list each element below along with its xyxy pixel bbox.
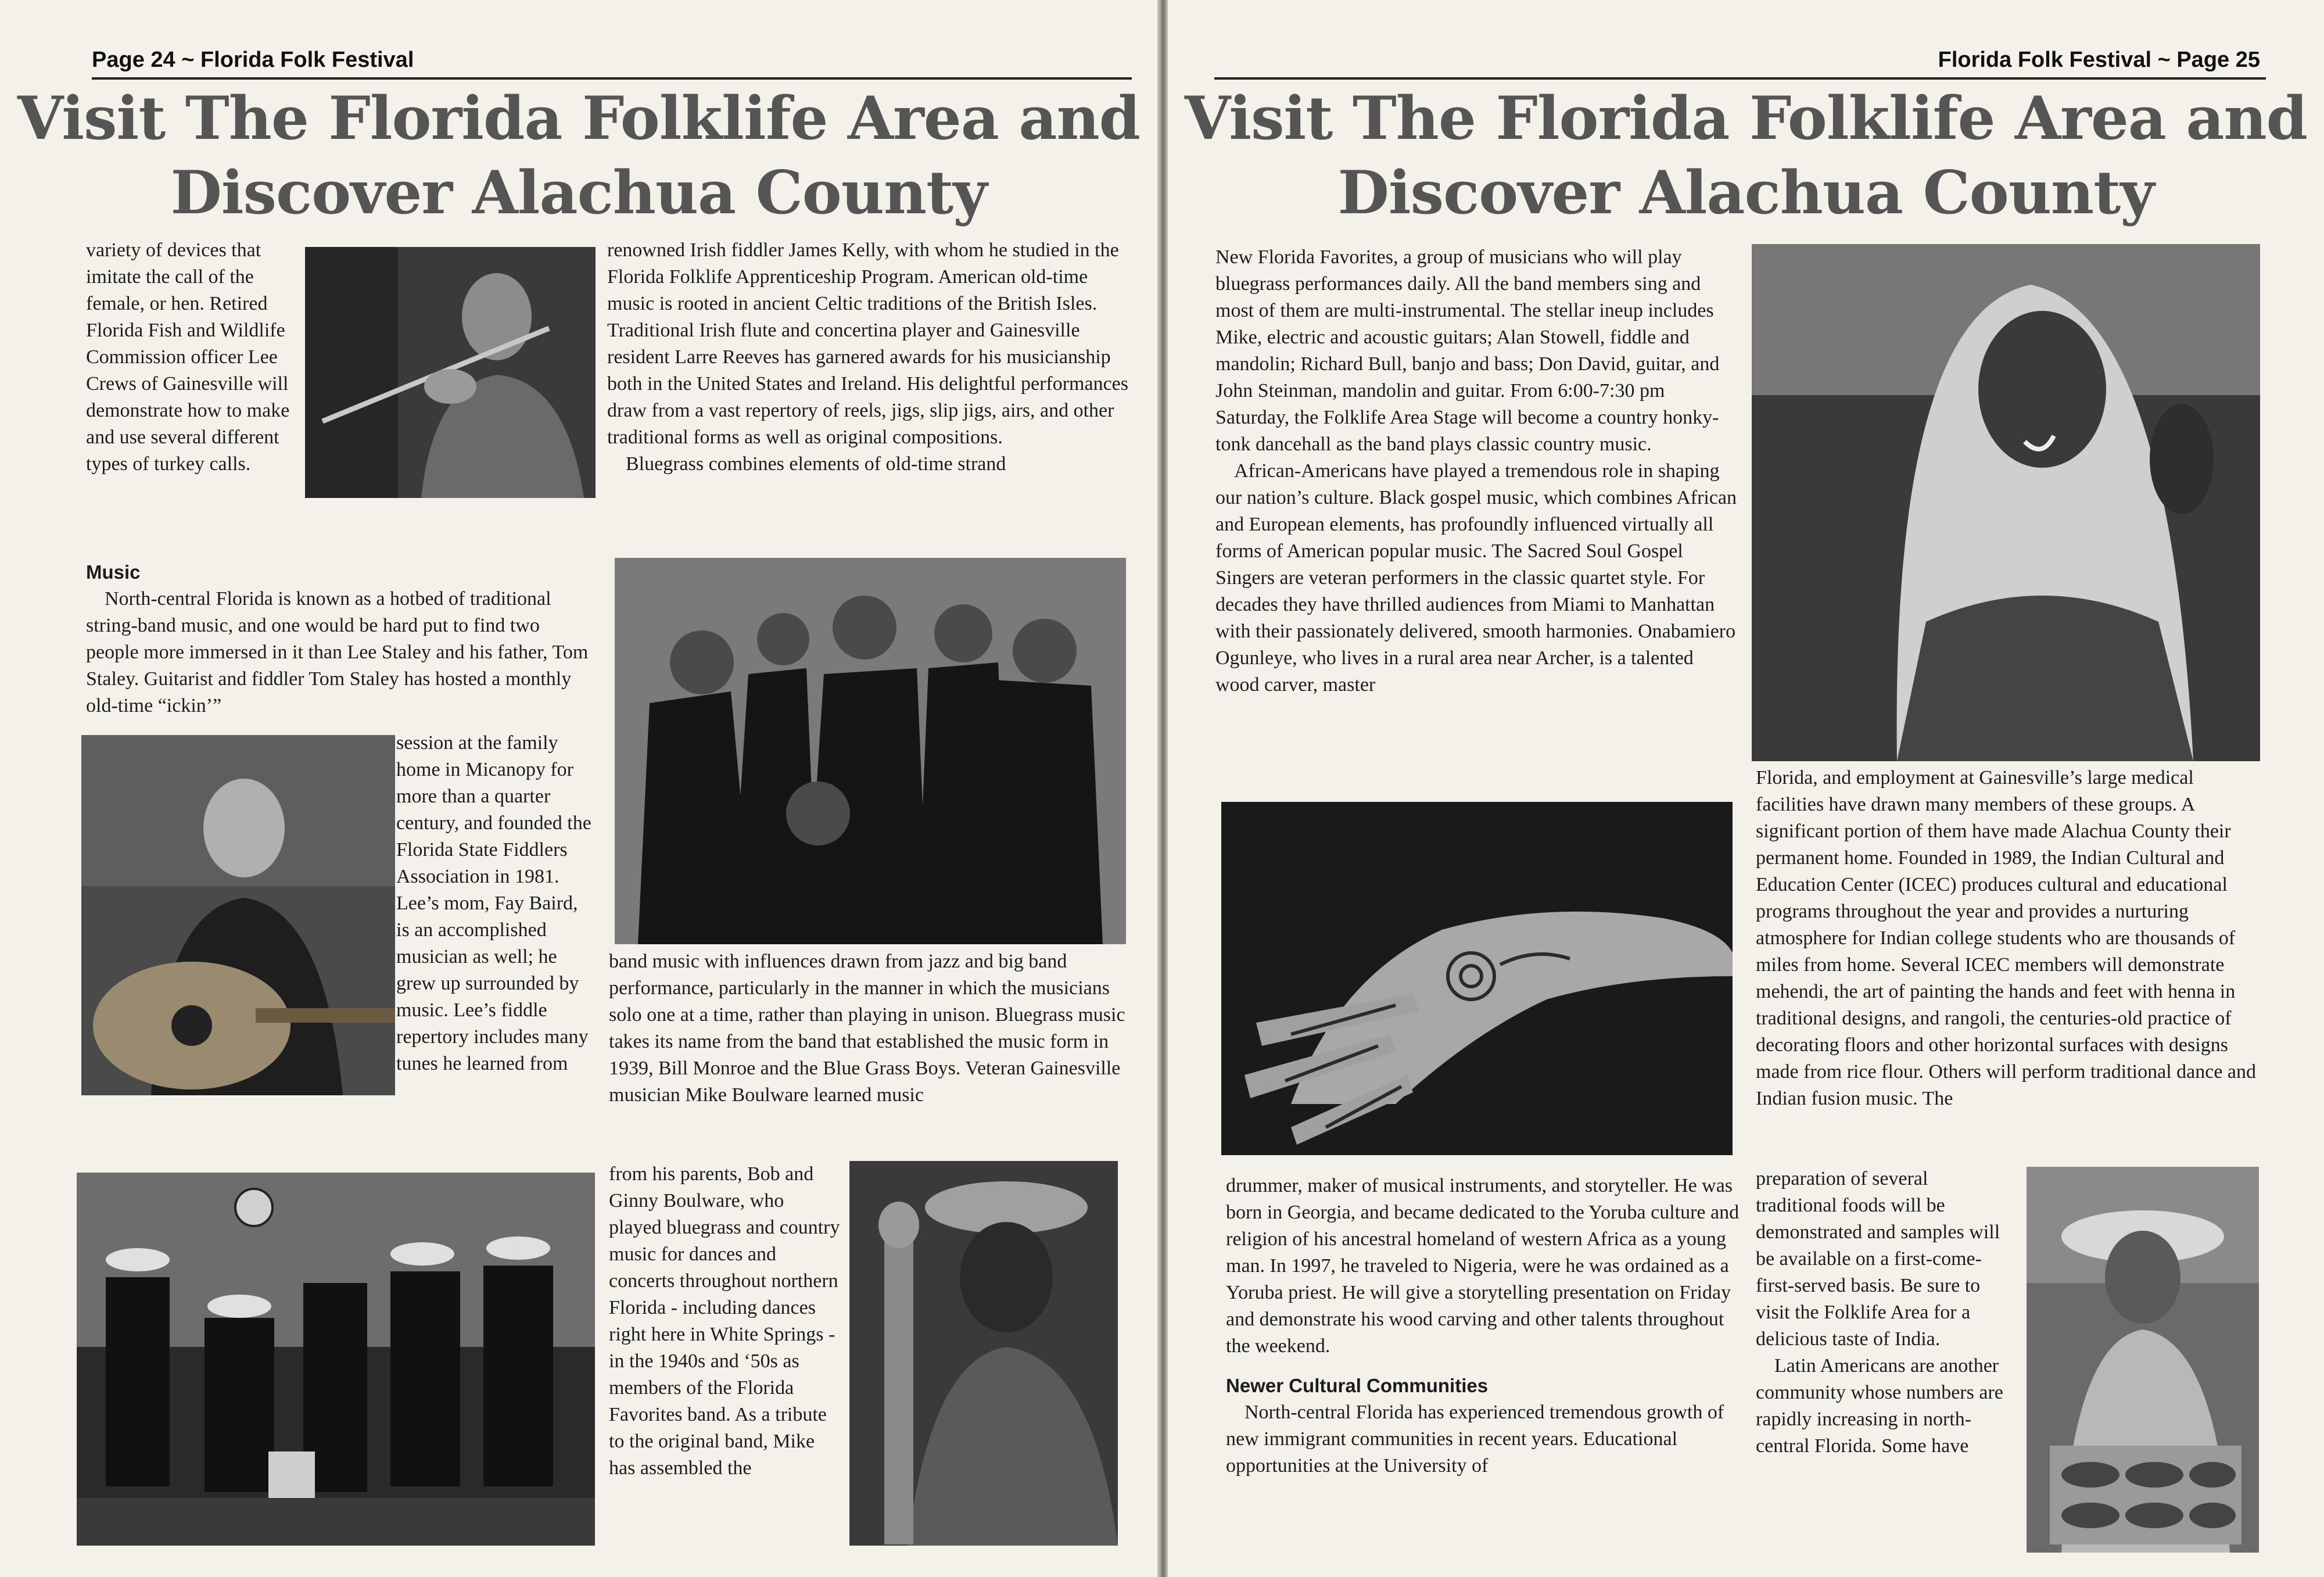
latin-americans-text: Latin Americans are another community whose numbers are rapidly increasing in north-central Florida. Some have bbox=[1756, 1355, 2003, 1457]
right-col1-top bbox=[1215, 244, 1738, 698]
food-vendor-photo bbox=[2027, 1167, 2259, 1553]
flute-player-photo bbox=[305, 247, 596, 498]
right-col2-wrap bbox=[1756, 1166, 2011, 1460]
staley-wrap-text: session at the family home in Micanopy for more than a quarter century, and founded the Florida State Fiddlers Association in 1981. Lee’s mom, Fay Baird, is an accomplished musician as well; he grew up surrounded by music. Lee’s fiddle repertory includes many tunes he learned from bbox=[396, 732, 591, 1074]
header-rule bbox=[1214, 77, 2266, 80]
left-page bbox=[0, 0, 1157, 1577]
bluegrass-text: band music with influences drawn from jazz and big band performance, particularly in the manner in which the musicians solo one at a time, rather than playing in unison. Bluegrass music takes its name from the band that established the music form in 1939, Bill Monroe and the Blue Grass Boys. Veteran Gainesville musician Mike Boulware learned music bbox=[609, 951, 1125, 1106]
left-headline bbox=[0, 81, 1157, 230]
right-col2-mid bbox=[1756, 765, 2264, 1112]
ogunleye-text: drummer, maker of musical instruments, and storyteller. He was born in Georgia, and became dedicated to the Yoruba culture and religion of his ancestral homeland of western Africa as a young man. In 1997, he traveled to Nigeria, were he was ordained as a Yoruba priest. He will give a storytelling presentation on Friday and demonstrate his wood carving and other talents throughout the weekend. bbox=[1226, 1175, 1740, 1357]
irish-music-text: renowned Irish fiddler James Kelly, with whom he studied in the Florida Folklife Apprenticeship Program. American old-time music is rooted in ancient Celtic traditions of the British Isles. Traditional Irish flute and concertina player and Gainesville resident Larre Reeves has garnered awards for his musicianship both in the United States and Ireland. His delightful performances draw from a vast repertory of reels, jigs, slip jigs, airs, and other traditional forms as well as original compositions. bbox=[607, 239, 1128, 448]
indian-dancer-photo bbox=[1752, 244, 2260, 761]
newer-communities-text: North-central Florida has experienced tremendous growth of new immigrant communities in recent years. Educational opportunities at the University of bbox=[1226, 1402, 1724, 1476]
african-americans-text: African-Americans have played a tremendous role in shaping our nation’s culture. Black gospel music, which combines African and European elements, has profoundly influenced virtually all forms of American popular music. The Sacred Soul Gospel Singers are veteran performers in the classic quartet style. For decades they have thrilled audiences from Miami to Manhattan with their passionately delivered, smooth harmonies. Onabamiero Ogunleye, who lives in a rural area near Archer, is a talented wood carver, master bbox=[1215, 460, 1737, 696]
left-col2-top bbox=[607, 237, 1130, 478]
right-page bbox=[1168, 0, 2324, 1577]
new-florida-favorites-text: New Florida Favorites, a group of musicians who will play bluegrass performances daily. All the band members sing and most of them are multi-instrumental. The stellar ineup includes Mike, electric and acoustic guitars; Alan Stowell, fiddle and mandolin; Richard Bull, banjo and bass; Don David, guitar, and John Steinman, mandolin and guitar. From 6:00-7:30 pm Saturday, the Folklife Area Stage will become a country honky-tonk dancehall as the band plays classic country music. bbox=[1215, 246, 1720, 455]
music-paragraph: North-central Florida is known as a hotbed of traditional string-band music, and one would be hard put to find two people more immersed in it than Lee Staley and his father, Tom Staley. Guitarist and fiddler Tom Staley has hosted a monthly old-time “ickin’” bbox=[86, 588, 589, 716]
headline-line-1: Visit The Florida Folklife Area and bbox=[1185, 84, 2307, 153]
left-col1-wrap bbox=[396, 730, 594, 1077]
left-folio: Page 24 ~ Florida Folk Festival bbox=[92, 48, 414, 72]
headline-line-2: Discover Alachua County bbox=[1337, 158, 2154, 228]
gospel-singers-photo bbox=[615, 558, 1126, 944]
music-heading: Music bbox=[86, 561, 141, 583]
center-gutter bbox=[1157, 0, 1168, 1577]
right-col1-bottom bbox=[1226, 1173, 1743, 1479]
indian-food-text: preparation of several traditional foods will be demonstrated and samples will be available on a first-come-first-served basis. Be sure to visit the Folklife Area for a delicious taste of India. bbox=[1756, 1168, 2000, 1350]
newer-communities-heading: Newer Cultural Communities bbox=[1226, 1375, 1489, 1396]
headline-line-1: Visit The Florida Folklife Area and bbox=[17, 84, 1140, 153]
right-folio: Florida Folk Festival ~ Page 25 bbox=[1938, 48, 2260, 72]
left-col2-mid bbox=[609, 948, 1132, 1109]
bluegrass-lead: Bluegrass combines elements of old-time strand bbox=[626, 453, 1006, 475]
header-rule bbox=[92, 77, 1132, 80]
string-band-photo bbox=[77, 1173, 595, 1546]
boulware-text: from his parents, Bob and Ginny Boulware, who played bluegrass and country music for dances and concerts throughout northern Florida - including dances right here in White Springs - in the 1940s and ‘50s as members of the Florida Favorites band. As a tribute to the original band, Mike has assembled the bbox=[609, 1163, 840, 1479]
headline-line-2: Discover Alachua County bbox=[170, 158, 987, 228]
icec-text: Florida, and employment at Gainesville’s large medical facilities have drawn many members of these groups. A significant portion of them have made Alachua County their permanent home. Founded in 1989, the Indian Cultural and Education Center (ICEC) produces cultural and educational programs throughout the year and provides a nurturing atmosphere for Indian college students who are thousands of miles from home. Several ICEC members will demonstrate mehendi, the art of painting the hands and feet with henna in traditional designs, and rangoli, the centuries-old practice of decorating floors and other horizontal surfaces with designs made from rice flour. Others will perform traditional dance and Indian fusion music. The bbox=[1756, 767, 2257, 1109]
right-headline bbox=[1168, 81, 2324, 230]
left-col2-wrap bbox=[609, 1161, 841, 1482]
music-section bbox=[86, 559, 597, 719]
guitarist-photo bbox=[81, 735, 395, 1095]
wood-carver-photo bbox=[849, 1161, 1118, 1546]
turkey-calls-text: variety of devices that imitate the call of the female, or hen. Retired Florida Fish and Wildlife Commission officer Lee Crews of Gainesville will demonstrate how to make and use several different types of turkey calls. bbox=[86, 239, 290, 475]
left-col1-top-narrow bbox=[86, 237, 298, 478]
henna-hand-photo bbox=[1221, 802, 1733, 1155]
